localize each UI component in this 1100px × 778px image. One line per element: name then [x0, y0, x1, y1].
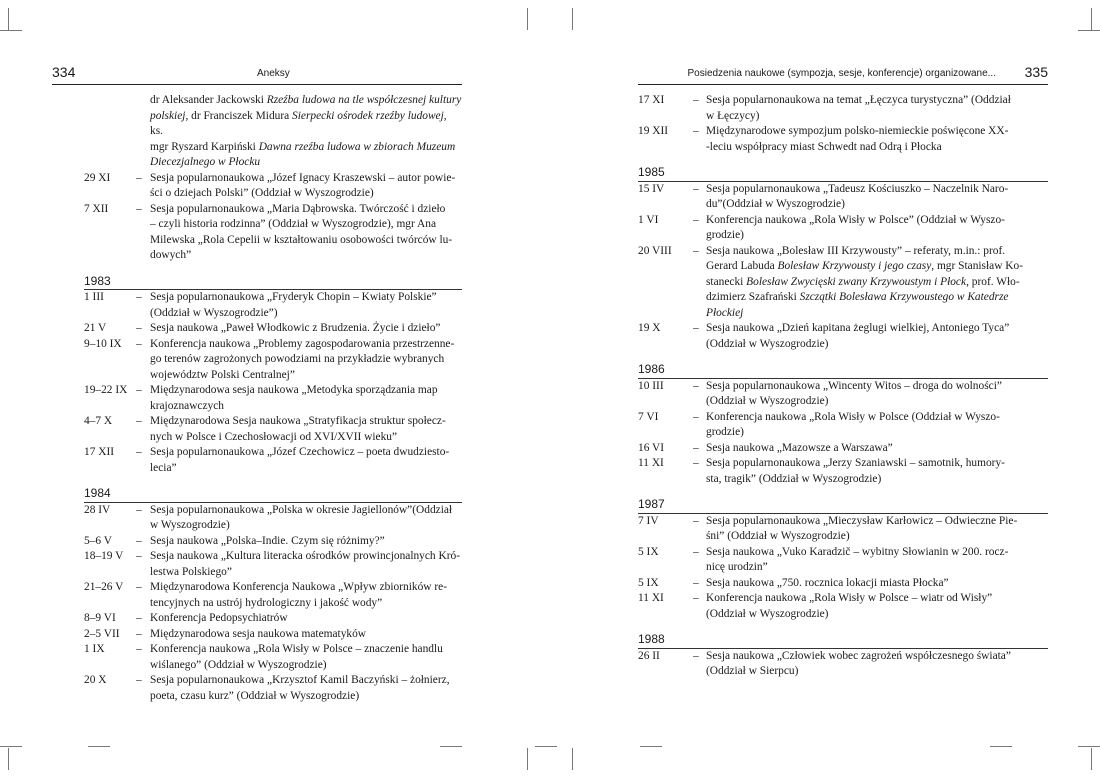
text-line: Międzynarodowa sesja naukowa matematyków: [150, 627, 367, 640]
entry-dash: –: [693, 410, 699, 423]
event-date: 1 VI: [638, 213, 659, 226]
event-description: [150, 627, 462, 643]
entry-dash: –: [693, 441, 699, 454]
event-entry: [638, 379, 1048, 410]
event-entry: [84, 383, 462, 414]
entry-dash: –: [136, 534, 142, 547]
text-line: [150, 155, 462, 171]
event-description: [706, 379, 1048, 410]
text-line: Sesja naukowa „Mazowsze a Warszawa”: [706, 441, 893, 454]
entry-dash: –: [693, 182, 699, 195]
event-entry: [84, 611, 462, 627]
text-line: Konferencja naukowa „Rola Wisły w Polsce” (Oddział w Wyszo-: [706, 213, 1005, 226]
continued-entry: [150, 93, 462, 171]
italic-title: polskiej: [150, 109, 186, 122]
entry-dash: –: [136, 446, 142, 458]
event-entry: [638, 124, 1048, 155]
year-heading: 1987: [638, 497, 1048, 514]
year-heading: 1983: [84, 274, 462, 291]
text-line: Sesja naukowa „Człowiek wobec zagrożeń współczesnego świata”: [706, 649, 1011, 662]
entry-dash: –: [136, 291, 142, 303]
text-line: Międzynarodowa sesja naukowa „Metodyka sporządzania map: [150, 384, 438, 396]
event-entry: [638, 649, 1048, 680]
entry-dash: –: [136, 202, 142, 215]
entry-dash: –: [136, 581, 142, 593]
event-description: [150, 383, 462, 414]
event-description: [150, 611, 462, 627]
right-page: [550, 0, 1100, 778]
event-list: [638, 93, 1048, 680]
text-line: polskiej, dr Franciszek Midura Sierpecki ośrodek rzeźby ludowej, ks.: [150, 109, 447, 137]
entry-dash: –: [693, 213, 699, 226]
text-line: Konferencja Pedopsychiatrów: [150, 612, 288, 624]
event-date: 20 X: [84, 674, 107, 686]
text-line: Sesja popularnonaukowa na temat „Łęczyca turystyczna” (Oddział: [706, 94, 1011, 106]
entry-dash: –: [136, 612, 142, 624]
text-line: lecia”: [150, 461, 177, 474]
event-description: [706, 649, 1048, 680]
event-description: [150, 337, 462, 384]
event-date: 20 VIII: [638, 244, 672, 257]
event-date: 28 IV: [84, 503, 111, 516]
text-line: w Łęczycy): [706, 109, 760, 122]
text-line: nicę urodzin”: [706, 561, 768, 573]
entry-dash: –: [136, 171, 142, 184]
text-line: Konferencja naukowa „Rola Wisły w Polsce – znaczenie handlu: [150, 643, 443, 655]
event-date: 9–10 IX: [84, 337, 122, 350]
event-description: [706, 244, 1048, 322]
text-line: Sesja naukowa „Bolesław III Krzywousty” – referaty, m.in.: prof.: [706, 244, 1006, 257]
entry-dash: –: [136, 415, 142, 427]
event-entry: [638, 213, 1048, 244]
entry-dash: –: [693, 592, 699, 604]
event-description: [706, 321, 1048, 352]
entry-dash: –: [136, 322, 142, 334]
text-line: Konferencja naukowa „Rola Wisły w Polsce – wiatr od Wisły”: [706, 592, 993, 604]
text-line: Milewska „Rola Cepelii w kształtowaniu osobowości twórców lu-: [150, 233, 453, 246]
text-line: Sesja naukowa „Polska–Indie. Czym się różnimy?”: [150, 534, 385, 547]
event-date: 19 X: [638, 322, 661, 334]
event-date: 16 VI: [638, 441, 665, 454]
text-line: Międzynarodowa Konferencja Naukowa „Wpływ zbiorników re-: [150, 581, 447, 593]
entry-dash: –: [693, 94, 699, 106]
italic-title: Szczątki Bolesława Krzywoustego w Katedrze: [799, 291, 1009, 303]
text-line: Konferencja naukowa „Problemy zagospodarowania przestrzenne-: [150, 337, 455, 350]
text-line: Sesja popularnonaukowa „Jerzy Szaniawski – samotnik, humory-: [706, 457, 1005, 469]
text-line: (Oddział w Wyszogrodzie): [706, 395, 829, 407]
text-line: Sesja popularnonaukowa „Józef Czechowicz – poeta dwudziesto-: [150, 446, 450, 458]
event-description: [150, 549, 462, 580]
text-line: Międzynarodowa Sesja naukowa „Stratyfikacja struktur społecz-: [150, 415, 446, 427]
event-entry: [84, 171, 462, 202]
event-entry: [638, 591, 1048, 622]
text-line: województw Polski Centralnej”: [150, 368, 295, 381]
text-line: Sesja naukowa „750. rocznica lokacji miasta Płocka”: [706, 576, 949, 589]
entry-dash: –: [693, 379, 699, 392]
event-description: [706, 456, 1048, 487]
text-line: dr Aleksander Jackowski Rzeźba ludowa na tle współczesnej kultury: [150, 94, 462, 106]
entry-dash: –: [693, 322, 699, 334]
event-description: [706, 514, 1048, 545]
event-date: 29 XI: [84, 171, 111, 184]
event-description: [150, 414, 462, 445]
entry-dash: –: [693, 244, 699, 257]
event-entry: [84, 503, 462, 534]
text-line: Sesja popularnonaukowa „Krzysztof Kamil Baczyński – żołnierz,: [150, 674, 450, 686]
event-description: [706, 213, 1048, 244]
event-date: 7 XII: [84, 202, 109, 215]
event-entry: [84, 445, 462, 476]
event-description: [150, 673, 462, 704]
text-line: Konferencja naukowa „Rola Wisły w Polsce (Oddział w Wyszo-: [706, 410, 1000, 423]
entry-dash: –: [136, 627, 142, 640]
event-date: 21 V: [84, 322, 107, 334]
event-entry: [84, 414, 462, 445]
text-line: – czyli historia rodzinna” (Oddział w Wyszogrodzie), mgr Ana: [150, 218, 436, 230]
entry-dash: –: [136, 674, 142, 686]
event-date: 7 VI: [638, 410, 659, 423]
event-date: 5 IX: [638, 545, 659, 558]
event-date: 19–22 IX: [84, 384, 128, 396]
event-list: [84, 171, 462, 705]
event-entry: [84, 202, 462, 264]
event-entry: [84, 549, 462, 580]
event-description: [150, 580, 462, 611]
text-line: grodzie): [706, 229, 744, 241]
italic-title: Sierpecki ośrodek rzeźby ludowej: [292, 109, 444, 122]
event-description: [150, 445, 462, 476]
running-title: Aneksy: [257, 68, 290, 79]
event-description: [706, 441, 1048, 457]
entry-dash: –: [693, 514, 699, 527]
entry-dash: –: [693, 649, 699, 662]
page-number: 334: [52, 64, 76, 80]
entry-dash: –: [136, 337, 142, 350]
event-date: 10 III: [638, 379, 664, 392]
text-line: (Oddział w Wyszogrodzie”): [150, 306, 278, 319]
text-line: sta, tragik” (Oddział w Wyszogrodzie): [706, 472, 882, 485]
event-description: [150, 171, 462, 202]
year-heading: 1985: [638, 165, 1048, 182]
year-heading: 1984: [84, 486, 462, 503]
text-line: poeta, czasu kurz” (Oddział w Wyszogrodzie): [150, 689, 360, 702]
event-description: [706, 545, 1048, 576]
event-date: 26 II: [638, 649, 660, 662]
event-date: 11 XI: [638, 457, 664, 469]
event-entry: [84, 627, 462, 643]
event-description: [706, 124, 1048, 155]
text-line: (Oddział w Wyszogrodzie): [706, 337, 829, 350]
event-entry: [638, 410, 1048, 441]
event-date: 1 III: [84, 291, 104, 303]
left-page-body: [84, 93, 462, 704]
event-description: [706, 576, 1048, 592]
entry-dash: –: [693, 576, 699, 589]
event-entry: [84, 337, 462, 384]
event-date: 17 XII: [84, 446, 115, 458]
page-number: 335: [1024, 64, 1048, 80]
entry-dash: –: [693, 125, 699, 137]
italic-title: Płockiej: [706, 306, 744, 319]
event-description: [706, 93, 1048, 124]
event-entry: [84, 321, 462, 337]
event-date: 5–6 V: [84, 534, 112, 547]
text-line: Sesja naukowa „Kultura literacka ośrodków prowincjonalnych Kró-: [150, 550, 460, 562]
text-line: Sesja popularnonaukowa „Maria Dąbrowska. Twórczość i dzieło: [150, 202, 446, 215]
event-entry: [638, 456, 1048, 487]
text-line: du”(Oddział w Wyszogrodzie): [706, 198, 845, 210]
text-line: go terenów zagrożonych powodziami na przykładzie wybranych: [150, 353, 445, 365]
text-line: tencyjnych na ustrój hydrologiczny i jakość wody”: [150, 596, 383, 609]
event-description: [150, 321, 462, 337]
event-entry: [84, 580, 462, 611]
event-date: 19 XII: [638, 125, 669, 137]
text-line: Sesja popularnonaukowa „Fryderyk Chopin – Kwiaty Polskie”: [150, 291, 437, 303]
entry-dash: –: [136, 384, 142, 396]
event-description: [150, 202, 462, 264]
text-line: Gerard Labuda Bolesław Krzywousty i jego czasy, mgr Stanisław Ko-: [706, 260, 1023, 272]
event-entry: [638, 244, 1048, 322]
italic-title: Rzeźba ludowa na tle współczesnej kultury: [266, 94, 462, 106]
event-entry: [638, 441, 1048, 457]
right-page-body: [638, 93, 1048, 680]
event-entry: [638, 576, 1048, 592]
event-date: 7 IV: [638, 514, 659, 527]
year-heading: 1988: [638, 632, 1048, 649]
event-entry: [638, 182, 1048, 213]
event-date: 2–5 VII: [84, 627, 120, 640]
event-date: 15 IV: [638, 182, 665, 195]
text-line: w Wyszogrodzie): [150, 519, 230, 531]
text-line: Sesja popularnonaukowa „Tadeusz Kościuszko – Naczelnik Naro-: [706, 182, 1009, 195]
text-line: mgr Ryszard Karpiński Dawna rzeźba ludowa w zbiorach Muzeum: [150, 140, 456, 153]
event-date: 8–9 VI: [84, 612, 116, 624]
text-line: dzimierz Szafrański Szczątki Bolesława Krzywoustego w Katedrze: [706, 291, 1009, 303]
text-line: ści o dziejach Polski” (Oddział w Wyszogrodzie): [150, 187, 374, 199]
text-line: Sesja naukowa „Paweł Włodkowic z Brudzenia. Życie i dzieło”: [150, 322, 441, 334]
event-date: 5 IX: [638, 576, 659, 589]
text-line: Międzynarodowe sympozjum polsko-niemieckie poświęcone XX-: [706, 125, 1009, 137]
italic-title: Bolesław Zwycięski zwany Krzywoustym i Płock: [746, 275, 967, 288]
text-line: Sesja naukowa „Vuko Karadzič – wybitny Słowianin w 200. rocz-: [706, 545, 1009, 558]
event-entry: [84, 642, 462, 673]
event-entry: [638, 321, 1048, 352]
text-line: wiślanego” (Oddział w Wyszogrodzie): [150, 658, 327, 671]
text-line: Sesja popularnonaukowa „Wincenty Witos – droga do wolności”: [706, 379, 1002, 392]
event-description: [150, 503, 462, 534]
event-entry: [638, 514, 1048, 545]
text-line: [706, 306, 1048, 322]
event-description: [706, 410, 1048, 441]
italic-title: Bolesław Krzywousty i jego czasy: [777, 260, 932, 272]
event-date: 21–26 V: [84, 581, 124, 593]
event-description: [150, 534, 462, 550]
text-line: dowych”: [150, 249, 192, 261]
event-entry: [84, 673, 462, 704]
text-line: grodzie): [706, 426, 744, 438]
event-entry: [84, 290, 462, 321]
text-line: śni” (Oddział w Wyszogrodzie): [706, 530, 850, 542]
event-entry: [84, 534, 462, 550]
italic-title: Diecezjalnego w Płocku: [150, 156, 261, 168]
right-page-header: [638, 66, 1048, 85]
event-date: 11 XI: [638, 592, 664, 604]
event-date: 17 XI: [638, 94, 665, 106]
event-date: 1 IX: [84, 643, 105, 655]
text-line: krajoznawczych: [150, 399, 224, 412]
event-date: 18–19 V: [84, 550, 124, 562]
event-entry: [638, 545, 1048, 576]
text-line: (Oddział w Wyszogrodzie): [706, 607, 829, 620]
entry-dash: –: [136, 643, 142, 655]
entry-dash: –: [136, 550, 142, 562]
text-line: lestwa Polskiego”: [150, 565, 232, 578]
event-description: [150, 642, 462, 673]
text-line: Sesja naukowa „Dzień kapitana żeglugi wielkiej, Antoniego Tyca”: [706, 322, 1010, 334]
text-line: stanecki Bolesław Zwycięski zwany Krzywoustym i Płock, prof. Wło-: [706, 275, 1020, 288]
entry-dash: –: [136, 503, 142, 516]
text-line: Sesja popularnonaukowa „Polska w okresie Jagiellonów”(Oddział: [150, 503, 453, 516]
text-line: nych w Polsce i Czechosłowacji od XVI/XVII wieku”: [150, 430, 398, 443]
event-entry: [638, 93, 1048, 124]
event-description: [706, 182, 1048, 213]
year-heading: 1986: [638, 362, 1048, 379]
text-line: Sesja popularnonaukowa „Mieczysław Karłowicz – Odwieczne Pie-: [706, 514, 1018, 527]
text-line: -leciu współpracy miast Schwedt nad Odrą i Płocka: [706, 140, 942, 153]
entry-dash: –: [693, 457, 699, 469]
left-page-header: [52, 66, 462, 85]
italic-title: Dawna rzeźba ludowa w zbiorach Muzeum: [258, 140, 456, 153]
event-description: [706, 591, 1048, 622]
running-title: Posiedzenia naukowe (sympozja, sesje, konferencje) organizowane...: [687, 68, 996, 79]
text-line: Sesja popularnonaukowa „Józef Ignacy Kraszewski – autor powie-: [150, 171, 456, 184]
entry-dash: –: [693, 545, 699, 558]
text-line: (Oddział w Sierpcu): [706, 665, 799, 677]
event-description: [150, 290, 462, 321]
event-date: 4–7 X: [84, 415, 113, 427]
